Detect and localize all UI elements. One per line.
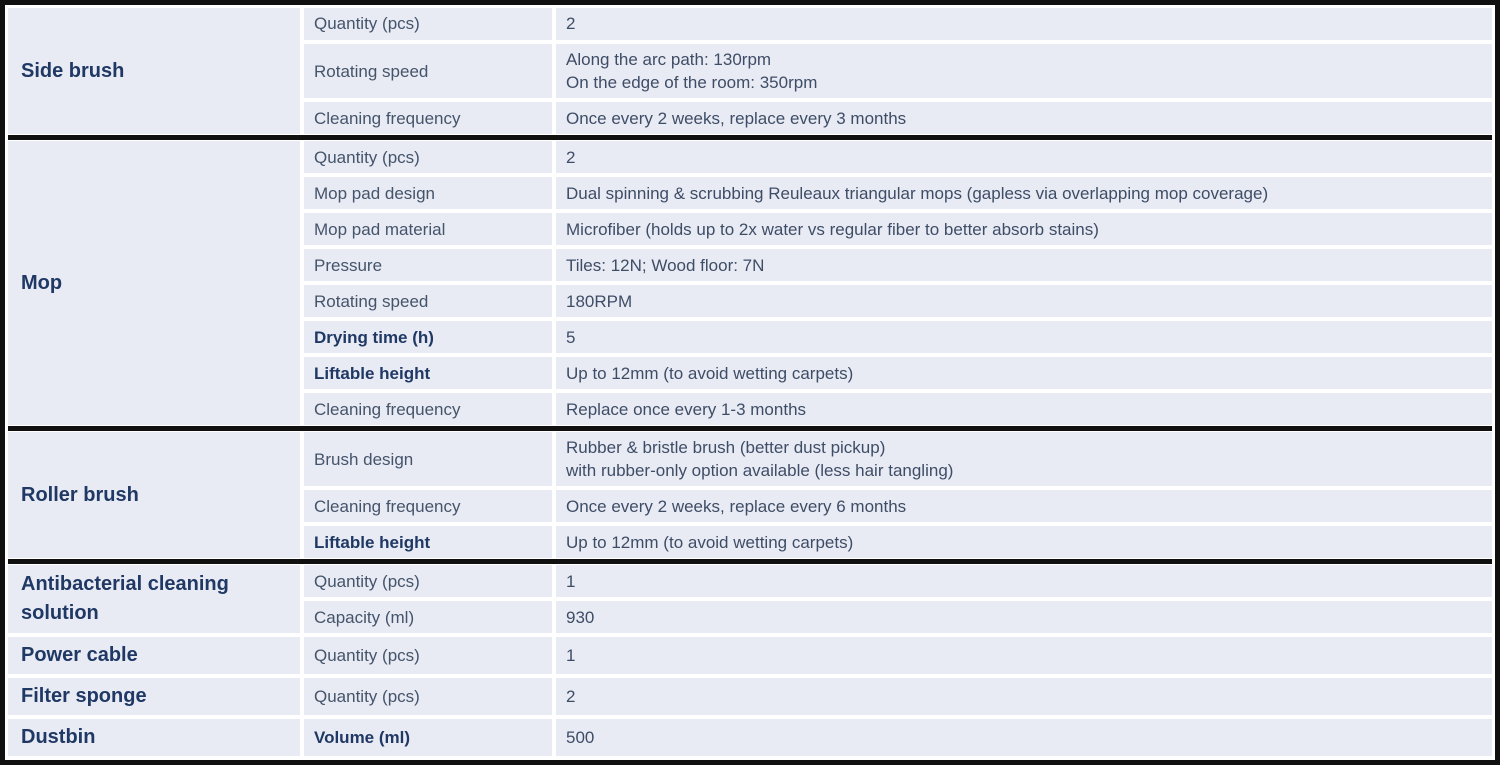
spec-value bbox=[556, 526, 1492, 558]
section-name: Roller brush bbox=[8, 432, 300, 558]
spec-label: Quantity (pcs) bbox=[304, 565, 552, 597]
spec-section bbox=[8, 141, 1492, 425]
spec-label: Rotating speed bbox=[304, 44, 552, 98]
section-name: Antibacterial cleaning solution bbox=[8, 565, 300, 633]
spec-label: Drying time (h) bbox=[304, 321, 552, 353]
spec-value bbox=[556, 357, 1492, 389]
value-line: Dual spinning & scrubbing Reuleaux triangular mops (gapless via overlapping mop coverage) bbox=[566, 183, 1269, 203]
value-line: Replace once every 1-3 months bbox=[566, 399, 807, 419]
spec-value bbox=[556, 678, 1492, 715]
value-line: Microfiber (holds up to 2x water vs regular fiber to better absorb stains) bbox=[566, 219, 1099, 239]
value-line: On the edge of the room: 350rpm bbox=[566, 73, 818, 93]
spec-value bbox=[556, 44, 1492, 98]
value-line: with rubber-only option available (less hair tangling) bbox=[566, 461, 954, 481]
spec-value bbox=[556, 637, 1492, 674]
section-name: Mop bbox=[8, 141, 300, 425]
spec-value bbox=[556, 490, 1492, 522]
spec-label: Brush design bbox=[304, 432, 552, 486]
spec-value bbox=[556, 565, 1492, 597]
value-line: Up to 12mm (to avoid wetting carpets) bbox=[566, 363, 854, 383]
spec-value bbox=[556, 213, 1492, 245]
spec-label: Capacity (ml) bbox=[304, 601, 552, 633]
spec-value bbox=[556, 719, 1492, 756]
spec-label: Cleaning frequency bbox=[304, 490, 552, 522]
value-line: 500 bbox=[566, 728, 595, 748]
spec-label: Cleaning frequency bbox=[304, 393, 552, 425]
spec-label: Quantity (pcs) bbox=[304, 678, 552, 715]
spec-label: Rotating speed bbox=[304, 285, 552, 317]
value-line: Once every 2 weeks, replace every 3 months bbox=[566, 108, 907, 128]
section-divider-thick bbox=[8, 135, 1492, 140]
spec-label: Pressure bbox=[304, 249, 552, 281]
value-line: 1 bbox=[566, 646, 576, 666]
value-line: 5 bbox=[566, 327, 576, 347]
spec-section bbox=[8, 719, 1492, 756]
spec-label: Cleaning frequency bbox=[304, 102, 552, 134]
spec-value bbox=[556, 285, 1492, 317]
spec-label: Liftable height bbox=[304, 526, 552, 558]
spec-value bbox=[556, 249, 1492, 281]
value-line: Tiles: 12N; Wood floor: 7N bbox=[566, 255, 765, 275]
spec-value bbox=[556, 321, 1492, 353]
value-line: 2 bbox=[566, 147, 576, 167]
spec-label: Liftable height bbox=[304, 357, 552, 389]
section-name: Power cable bbox=[8, 637, 300, 674]
section-divider-thick bbox=[8, 426, 1492, 431]
section-divider-thick bbox=[8, 559, 1492, 564]
value-line: 180RPM bbox=[566, 291, 633, 311]
spec-section bbox=[8, 637, 1492, 674]
spec-label: Quantity (pcs) bbox=[304, 141, 552, 173]
spec-label: Quantity (pcs) bbox=[304, 637, 552, 674]
spec-section bbox=[8, 8, 1492, 134]
value-line: Once every 2 weeks, replace every 6 months bbox=[566, 496, 907, 516]
section-name: Dustbin bbox=[8, 719, 300, 756]
spec-section bbox=[8, 432, 1492, 558]
spec-label: Quantity (pcs) bbox=[304, 8, 552, 40]
spec-value bbox=[556, 102, 1492, 134]
spec-value bbox=[556, 141, 1492, 173]
value-line: Rubber & bristle brush (better dust pickup) bbox=[566, 438, 886, 458]
spec-value bbox=[556, 177, 1492, 209]
section-name: Side brush bbox=[8, 8, 300, 134]
section-name: Filter sponge bbox=[8, 678, 300, 715]
spec-value bbox=[556, 432, 1492, 486]
spec-value bbox=[556, 393, 1492, 425]
spec-label: Volume (ml) bbox=[304, 719, 552, 756]
spec-section bbox=[8, 678, 1492, 715]
value-line: Up to 12mm (to avoid wetting carpets) bbox=[566, 532, 854, 552]
spec-label: Mop pad material bbox=[304, 213, 552, 245]
value-line: 2 bbox=[566, 687, 576, 707]
spec-label: Mop pad design bbox=[304, 177, 552, 209]
spec-section bbox=[8, 565, 1492, 633]
value-line: 2 bbox=[566, 14, 576, 34]
value-line: 930 bbox=[566, 607, 595, 627]
spec-value bbox=[556, 601, 1492, 633]
value-line: Along the arc path: 130rpm bbox=[566, 50, 772, 69]
value-line: 1 bbox=[566, 571, 576, 591]
spec-value bbox=[556, 8, 1492, 40]
